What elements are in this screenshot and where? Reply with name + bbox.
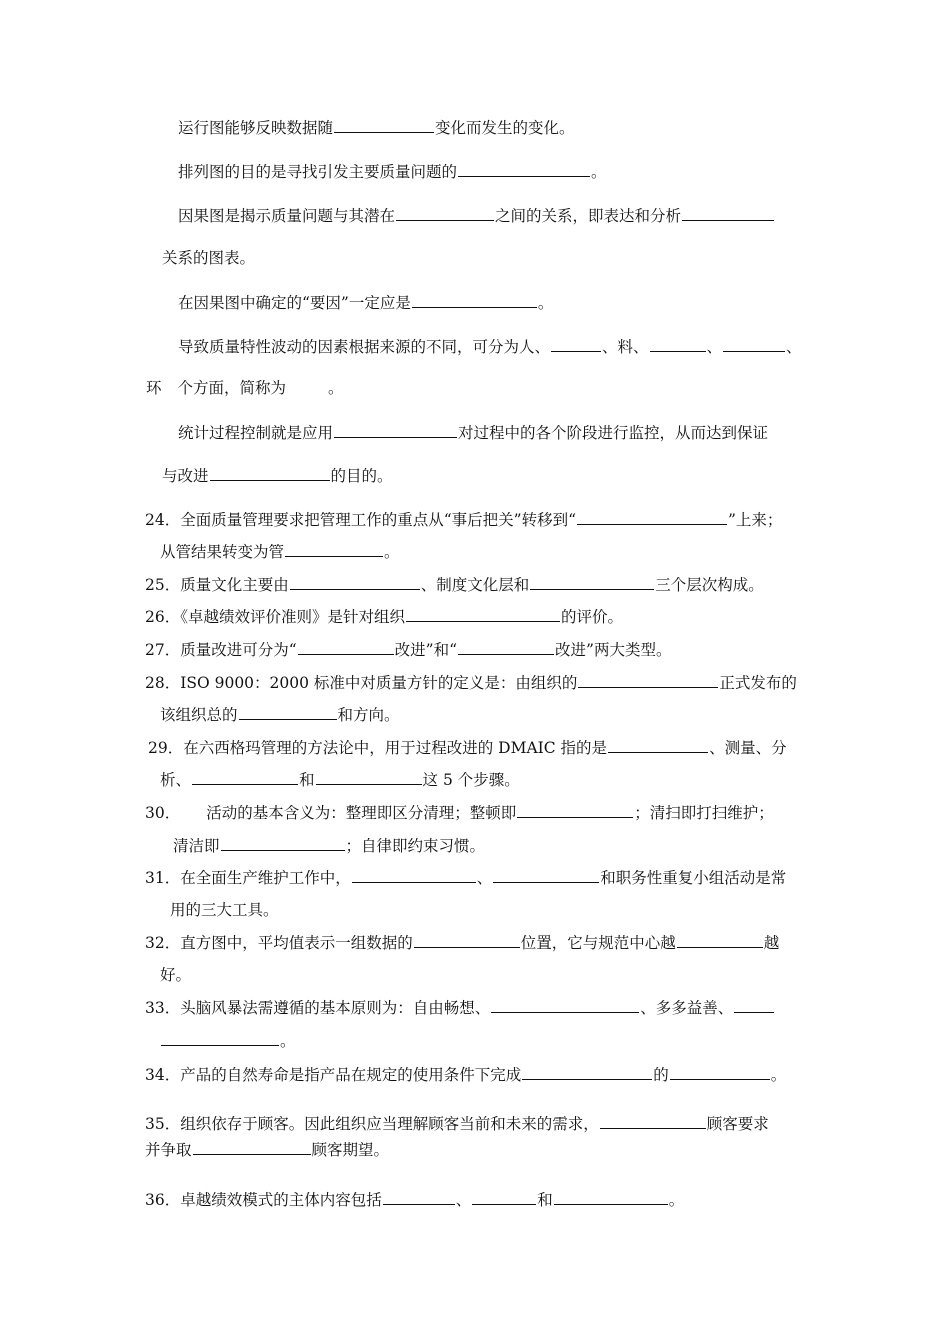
text: 25．质量文化主要由 [145,576,289,594]
answer-blank [608,737,708,753]
text: 顾客期望。 [311,1141,390,1159]
answer-blank [734,997,774,1013]
q30 [145,802,774,823]
answer-blank [458,639,554,655]
q28-cont [160,704,400,725]
q32 [145,932,779,953]
answer-blank [670,1064,770,1080]
q35 [145,1113,769,1134]
text: 、 [786,338,802,356]
answer-blank [650,336,706,352]
answer-blank [677,932,763,948]
text: 环 [146,379,162,397]
answer-blank [530,574,654,590]
text: 、制度文化层和 [420,576,530,594]
q31 [145,867,786,888]
text: 、料、 [602,338,649,356]
text: 、 [455,1191,472,1209]
q24 [145,509,782,530]
text: 、 [476,869,493,887]
q-spc [178,422,768,443]
answer-blank [600,1113,706,1129]
q28 [145,672,797,693]
q-key-cause [178,292,553,313]
text: 之间的关系，即表达和分析 [495,207,682,225]
answer-blank [472,1189,536,1205]
answer-blank [210,465,330,481]
answer-blank [406,606,560,622]
answer-blank [290,574,420,590]
text: 32．直方图中，平均值表示一组数据的 [145,934,413,952]
q35-cont [145,1139,389,1160]
q-variation-factors [178,336,802,357]
text: 个方面，简称为 [177,379,287,397]
text: 运行图能够反映数据随 [178,119,334,137]
text: 排列图的目的是寻找引发主要质量问题的 [178,163,458,181]
text: 改进”两大类型。 [555,641,672,659]
q-cause-effect-cont [162,248,255,268]
text: 三个层次构成。 [655,576,764,594]
q33 [145,997,775,1018]
text: 。 [328,379,344,397]
answer-blank [334,117,434,133]
text: 与改进 [162,467,209,485]
text: 。 [770,1066,787,1084]
q-run-chart [178,117,575,138]
text: 统计过程控制就是应用 [178,424,334,442]
answer-blank [578,672,718,688]
text: 越 [763,934,780,952]
answer-blank [522,1064,652,1080]
q31-cont [170,900,279,920]
text: 24．全面质量管理要求把管理工作的重点从“事后把关”转移到“ [145,511,576,529]
text: 在因果图中确定的“要因”一定应是 [178,294,411,312]
text: 活动的基本含义为：整理即区分清理；整顿即 [206,804,517,822]
text: 和职务性重复小组活动是常 [600,869,787,887]
text: 的 [653,1066,669,1084]
text: 顾客要求 [706,1115,769,1133]
answer-blank [682,205,774,221]
answer-blank [396,205,494,221]
answer-blank [161,1030,279,1046]
text: 、多多益善、 [640,999,734,1017]
answer-blank [192,769,298,785]
text: 从管结果转变为管 [160,543,285,561]
q25 [145,574,764,595]
answer-blank [383,1189,455,1205]
answer-blank [517,802,633,818]
text: 35．组织依存于顾客。因此组织应当理解顾客当前和未来的需求， [145,1115,599,1133]
text: 。 [591,163,607,181]
text: 因果图是揭示质量问题与其潜在 [178,207,396,225]
q-pareto [178,161,607,182]
text: 改进”和“ [394,641,458,659]
text: 的评价。 [560,608,623,626]
text: 好。 [160,966,192,984]
text: 变化而发生的变化。 [435,119,575,137]
q-spc-cont [162,465,393,486]
text: 析、 [160,771,192,789]
text: 的目的。 [330,467,393,485]
answer-blank [285,541,383,557]
answer-blank [193,1139,311,1155]
answer-blank [493,867,599,883]
q30-cont [173,835,485,856]
text: 29．在六西格玛管理的方法论中，用于过程改进的 DMAIC 指的是 [148,739,608,757]
answer-blank [298,639,394,655]
answer-blank [412,292,537,308]
answer-blank [239,704,337,720]
text: 36．卓越绩效模式的主体内容包括 [145,1191,382,1209]
answer-blank [414,932,520,948]
answer-blank [723,336,785,352]
text: 用的三大工具。 [170,901,279,919]
q24-cont [160,541,400,562]
text: ”上来； [728,511,783,529]
answer-blank [551,336,601,352]
answer-blank [334,422,457,438]
answer-blank [491,997,639,1013]
text: 这 5 个步骤。 [422,771,520,789]
q32-cont [160,965,191,985]
text: 28．ISO 9000：2000 标准中对质量方针的定义是：由组织的 [145,674,578,692]
q33-cont [160,1030,296,1051]
text: 、测量、分 [709,739,787,757]
answer-blank [221,835,345,851]
text: 并争取 [145,1141,192,1159]
text: 位置，它与规范中心越 [520,934,676,952]
text: 和 [299,771,315,789]
text: 该组织总的 [160,706,238,724]
answer-blank [577,509,727,525]
text: 和 [537,1191,553,1209]
text: 、 [706,338,723,356]
answer-blank [316,769,422,785]
text: 对过程中的各个阶段进行监控，从而达到保证 [458,424,769,442]
text: 34．产品的自然寿命是指产品在规定的使用条件下完成 [145,1066,522,1084]
q-variation-factors-cont [146,378,344,398]
answer-blank [352,867,476,883]
text: 。 [280,1032,296,1050]
text: 导致质量特性波动的因素根据来源的不同，可分为人、 [178,338,551,356]
text: 和方向。 [337,706,400,724]
q27 [145,639,671,660]
answer-blank [554,1189,668,1205]
text: 26．《卓越绩效评价准则》是针对组织 [145,608,405,626]
text: 关系的图表。 [162,249,256,267]
text: 30． [145,804,181,822]
text: 31．在全面生产维护工作中， [145,869,351,887]
text: 清洁即 [173,837,220,855]
text: 正式发布的 [719,674,797,692]
q26 [145,606,623,627]
q29 [148,737,787,758]
q34 [145,1064,786,1085]
text: 。 [384,543,400,561]
text: ；自律即约束习惯。 [345,837,486,855]
text: 。 [668,1191,685,1209]
text: 27．质量改进可分为“ [145,641,297,659]
answer-blank [458,161,590,177]
q29-cont [160,769,520,790]
text: 33．头脑风暴法需遵循的基本原则为：自由畅想、 [145,999,491,1017]
q36 [145,1189,684,1210]
text: ；清扫即打扫维护； [634,804,774,822]
q-cause-effect [178,205,775,226]
text: 。 [537,294,554,312]
